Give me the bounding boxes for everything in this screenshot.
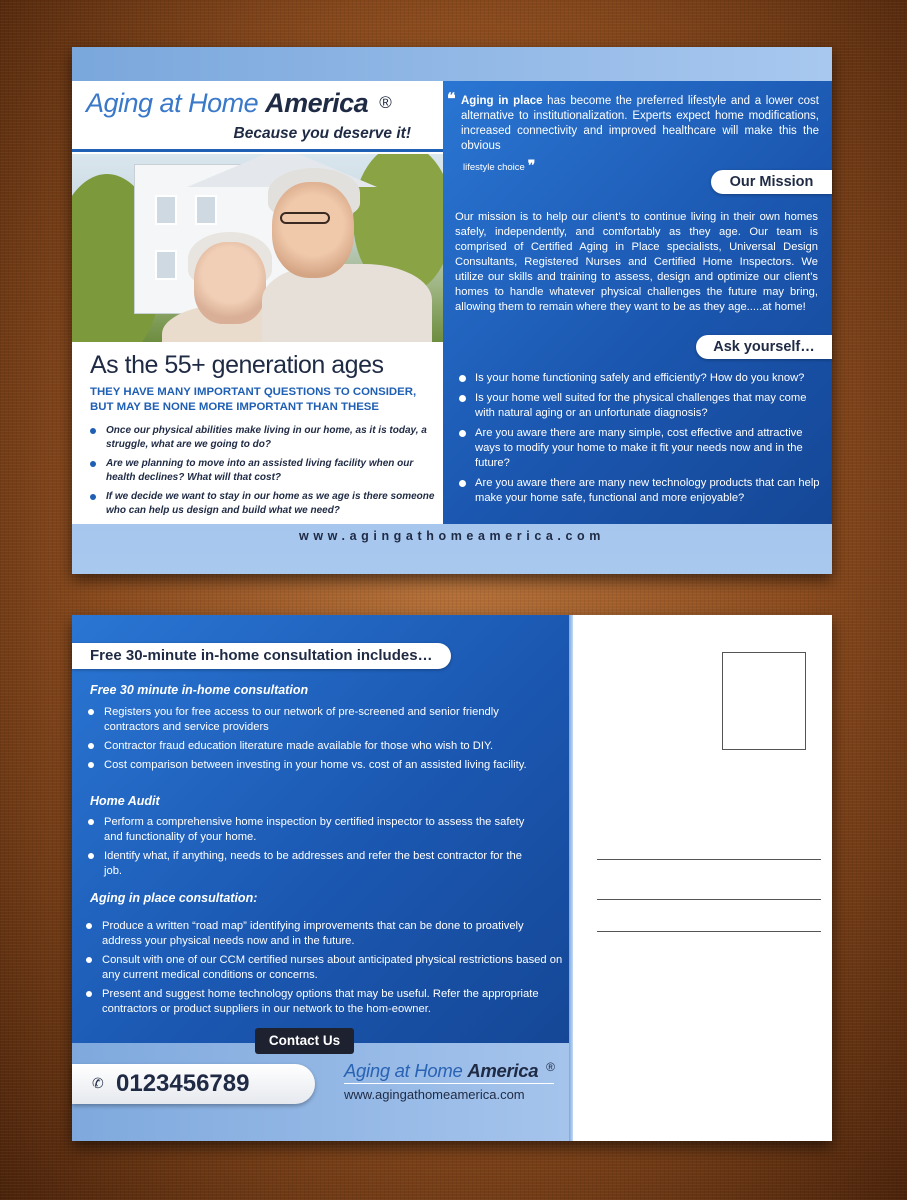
mission-label: Our Mission: [711, 170, 832, 194]
section-title: Home Audit: [90, 794, 160, 808]
brand-logo: [86, 87, 431, 147]
close-quote-icon: ❞: [527, 157, 536, 173]
list-item: Produce a written “road map” identifying improvements that can be done to proatively address your physical needs now and in the future.: [84, 919, 564, 949]
aging-consultation-list: [84, 919, 564, 1021]
list-item: If we decide we want to stay in our home as we age is there someone who can help us design and build what we need?: [90, 490, 435, 518]
stamp-box: [722, 652, 806, 750]
section-title: Free 30 minute in-home consultation: [90, 683, 309, 697]
logo-text-aging: Aging at Home: [344, 1060, 463, 1081]
list-item: Identify what, if anything, needs to be addresses and refer the best contractor for the job.: [86, 849, 531, 879]
address-line: [597, 859, 821, 860]
quote-body: has become the preferred lifestyle and a lower cost alternative to institutionalization. Experts expect home modifications, increased connectivity and improved healthcare will make this the obvious: [461, 95, 819, 152]
quote-tail-text: lifestyle choice: [463, 162, 525, 173]
divider: [72, 149, 443, 152]
brand-logo: [344, 1060, 559, 1102]
quote-block: [447, 91, 819, 154]
phone-icon: ✆: [92, 1075, 104, 1091]
section-title: Aging in place consultation:: [90, 891, 258, 905]
contact-us-tab: Contact Us: [255, 1028, 354, 1054]
list-item: Registers you for free access to our network of pre-screened and senior friendly contractors and service providers: [86, 705, 546, 735]
logo-tagline: Because you deserve it!: [233, 125, 411, 142]
website-url: www.agingathomeamerica.com: [299, 529, 605, 543]
divider: [344, 1083, 554, 1084]
registered-mark: ®: [546, 1060, 555, 1074]
list-item: Is your home functioning safely and efficiently? How do you know?: [457, 371, 822, 386]
list-item: Is your home well suited for the physical challenges that may come with natural aging or an unfortunate diagnosis?: [457, 391, 822, 421]
front-right-panel: [443, 81, 832, 524]
phone-number: 0123456789: [116, 1070, 250, 1097]
top-strip: [72, 47, 832, 81]
registered-mark: ®: [379, 93, 392, 112]
question-list: [90, 424, 435, 523]
postcard-back: [72, 615, 832, 1141]
website-url: www.agingathomeamerica.com: [344, 1087, 525, 1102]
logo-text-aging: Aging at Home: [86, 88, 259, 118]
list-item: Once our physical abilities make living in our home, as it is today, a struggle, what are we going to do?: [90, 424, 435, 452]
front-left-panel: [72, 81, 443, 524]
list-item: Contractor fraud education literature made available for those who wish to DIY.: [86, 739, 546, 754]
list-item: Cost comparison between investing in your home vs. cost of an assisted living facility.: [86, 758, 546, 773]
logo-text-america: America: [265, 88, 369, 118]
divider: [569, 615, 573, 1141]
logo-text-america: America: [467, 1060, 539, 1081]
mission-text: Our mission is to help our client’s to continue living in their own homes safely, independently, and comfortably as they age. Our team is comprised of Certified Aging in Place specialists, Universal Design Consultants, Registered Nurses and Certified Home Inspectors. We utilize our skills and training to assess, design and optimize our client’s homes to handle whatever physical challenges the future may bring, allowing them to remain where they want to be as they age.....at home!: [455, 211, 818, 313]
ask-yourself-label: Ask yourself…: [696, 335, 832, 359]
phone-block: [72, 1064, 315, 1104]
list-item: Perform a comprehensive home inspection by certified inspector to assess the safety and functionality of your home.: [86, 815, 531, 845]
list-item: Consult with one of our CCM certified nurses about anticipated physical restrictions based on any current medical conditions or concerns.: [84, 953, 564, 983]
home-audit-list: [86, 815, 531, 883]
consultation-header: Free 30-minute in-home consultation includes…: [72, 643, 451, 669]
ask-list: [457, 371, 822, 511]
section-subheading: THEY HAVE MANY IMPORTANT QUESTIONS TO CONSIDER, BUT MAY BE NONE MORE IMPORTANT THAN THESE: [90, 386, 417, 413]
consultation-list: [86, 705, 546, 777]
couple-photo: [72, 154, 443, 342]
list-item: Are you aware there are many simple, cost effective and attractive ways to modify your home to make it fit your needs now and in the future?: [457, 426, 822, 471]
address-line: [597, 899, 821, 900]
quote-lead: Aging in place: [461, 95, 543, 107]
section-heading: As the 55+ generation ages: [90, 351, 384, 379]
open-quote-icon: ❝: [447, 91, 456, 108]
list-item: Present and suggest home technology options that may be useful. Refer the appropriate contractors or product suppliers in our network to the hom-eowner.: [84, 987, 564, 1017]
list-item: Are we planning to move into an assisted living facility when our health declines? What will that cost?: [90, 457, 435, 485]
list-item: Are you aware there are many new technology products that can help make your home safe, functional and more enjoyable?: [457, 476, 822, 506]
back-blue-panel: [72, 615, 569, 1043]
quote-tail: [463, 157, 535, 174]
address-line: [597, 931, 821, 932]
postcard-front: [72, 47, 832, 574]
